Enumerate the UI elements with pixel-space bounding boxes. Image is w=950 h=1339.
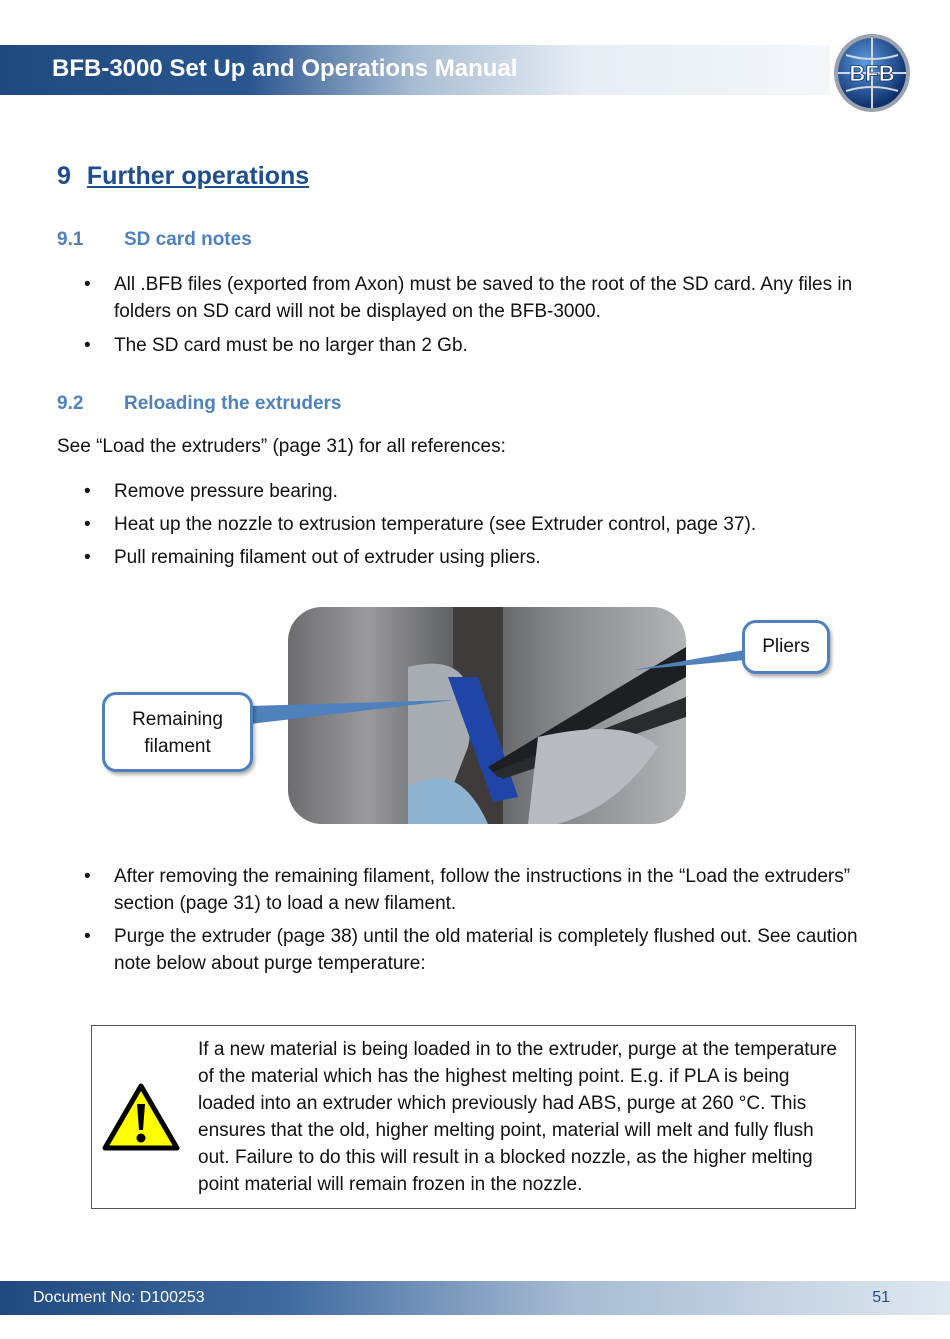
- list-item: • The SD card must be no larger than 2 Gb.: [84, 335, 468, 356]
- list-item: • Purge the extruder (page 38) until the old material is completely flushed out. See caution note below about purge temperature:: [84, 926, 858, 974]
- callout-pliers: Pliers: [742, 620, 830, 674]
- list-item: • All .BFB files (exported from Axon) must be saved to the root of the SD card. Any files in folders on SD card will not be displayed on the BFB-3000.: [84, 274, 853, 322]
- footer-bar: [0, 1281, 950, 1315]
- caution-text: If a new material is being loaded in to the extruder, purge at the temperature of the material which has the highest melting point. E.g. if PLA is being loaded into an extruder which previously had ABS, purge at 260 °C. This ensures that the old, higher melting point, material will melt and fully flush out. Failure to do this will result in a blocked nozzle, as the higher melting point material will remain frozen in the nozzle.: [198, 1039, 837, 1195]
- manual-title: BFB-3000 Set Up and Operations Manual: [52, 55, 518, 82]
- list-item: • Pull remaining filament out of extruder using pliers.: [84, 547, 541, 568]
- caution-box: [91, 1025, 856, 1209]
- intro-text: See “Load the extruders” (page 31) for all references:: [57, 436, 506, 457]
- list-item: • Heat up the nozzle to extrusion temperature (see Extruder control, page 37).: [84, 514, 757, 535]
- section-heading: 9 Further operations: [57, 162, 310, 190]
- document-number: Document No: D100253: [33, 1289, 205, 1306]
- svg-text:BFB: BFB: [849, 61, 895, 86]
- page-number: 51: [872, 1289, 890, 1306]
- warning-icon: [102, 1082, 180, 1152]
- subsection-heading-9-1: 9.1 SD card notes: [57, 229, 252, 250]
- subsection-heading-9-2: 9.2 Reloading the extruders: [57, 393, 342, 414]
- list-item: • After removing the remaining filament, follow the instructions in the “Load the extruders” section (page 31) to load a new filament.: [84, 866, 851, 914]
- list-item: • Remove pressure bearing.: [84, 481, 338, 502]
- callout-remaining-filament: Remaining filament: [102, 692, 253, 772]
